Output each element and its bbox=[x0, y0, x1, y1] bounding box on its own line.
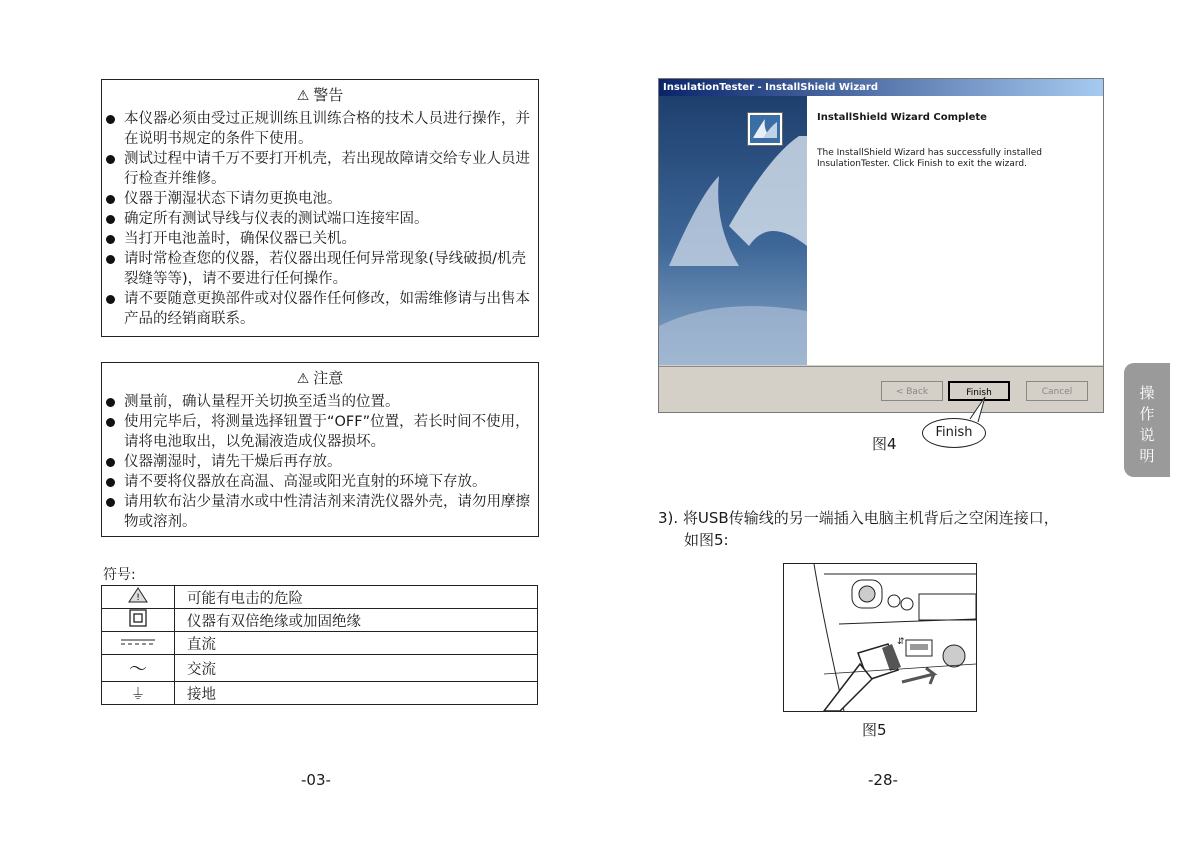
step3-line1: 3). 将USB传输线的另一端插入电脑主机背后之空闲连接口， bbox=[658, 509, 1059, 527]
symbol-row bbox=[102, 655, 538, 682]
page-number-left: -03- bbox=[301, 771, 331, 789]
section-side-tab bbox=[1124, 363, 1170, 477]
finish-callout: Finish bbox=[922, 418, 986, 448]
warning-triangle-icon: ⚠ bbox=[296, 88, 310, 104]
ac-icon: ～ bbox=[102, 655, 175, 682]
side-tab-char: 明 bbox=[1139, 447, 1155, 465]
installshield-wizard-window bbox=[658, 78, 1104, 413]
caution-list bbox=[102, 392, 538, 532]
wizard-heading: InstallShield Wizard Complete bbox=[817, 112, 987, 123]
bullet-item: 请用软布沾少量清水或中性清洁剂来清洗仪器外壳，请勿用摩擦物或溶剂。 bbox=[124, 492, 534, 532]
bullet-item: 仪器潮湿时，请先干燥后再存放。 bbox=[124, 452, 534, 472]
fig5-caption: 图5 bbox=[862, 721, 887, 739]
symbol-row bbox=[102, 632, 538, 655]
symbols-table bbox=[101, 585, 538, 705]
warning-list bbox=[102, 109, 538, 329]
bullet-item: 当打开电池盖时，确保仪器已关机。 bbox=[124, 229, 534, 249]
step3-line2: 如图5: bbox=[684, 531, 729, 549]
bullet-item: 本仪器必须由受过正规训练且训练合格的技术人员进行操作，并在说明书规定的条件下使用。 bbox=[124, 109, 534, 149]
back-button[interactable]: < Back bbox=[881, 381, 943, 401]
ground-icon: ⏚ bbox=[102, 682, 175, 705]
symbol-row bbox=[102, 609, 538, 632]
bullet-item: 请时常检查您的仪器，若仪器出现任何异常现象(导线破损/机壳裂缝等等)，请不要进行任何操作。 bbox=[124, 249, 534, 289]
bullet-item: 测试过程中请千万不要打开机壳，若出现故障请交给专业人员进行检查并维修。 bbox=[124, 149, 534, 189]
symbol-desc: 直流 bbox=[175, 632, 538, 655]
svg-text:!: ! bbox=[136, 593, 140, 603]
double-insulation-icon bbox=[102, 609, 175, 632]
side-tab-char: 作 bbox=[1139, 405, 1155, 423]
bullet-item: 测量前，确认量程开关切换至适当的位置。 bbox=[124, 392, 534, 412]
bullet-item: 请不要随意更换部件或对仪器作任何修改，如需维修请与出售本产品的经销商联系。 bbox=[124, 289, 534, 329]
fig4-caption: 图4 bbox=[872, 435, 897, 453]
symbol-row bbox=[102, 682, 538, 705]
warning-title: ⚠ 警告 bbox=[296, 86, 344, 104]
step3-text bbox=[658, 507, 1059, 551]
finish-button[interactable]: Finish bbox=[948, 381, 1010, 401]
symbol-row bbox=[102, 586, 538, 609]
caution-title: ⚠ 注意 bbox=[296, 369, 344, 387]
installshield-logo-icon bbox=[747, 112, 783, 146]
svg-text:⇵: ⇵ bbox=[897, 637, 905, 647]
usb-port-illustration bbox=[783, 563, 977, 712]
wizard-side-graphic bbox=[659, 96, 807, 365]
bullet-item: 仪器于潮湿状态下请勿更换电池。 bbox=[124, 189, 534, 209]
symbol-desc: 交流 bbox=[175, 655, 538, 682]
bullet-item: 请不要将仪器放在高温、高湿或阳光直射的环境下存放。 bbox=[124, 472, 534, 492]
side-tab-char: 操 bbox=[1139, 384, 1155, 402]
warning-triangle-icon bbox=[102, 586, 175, 609]
warning-box bbox=[101, 79, 539, 337]
symbol-desc: 仪器有双倍绝缘或加固绝缘 bbox=[175, 609, 538, 632]
bullet-item: 使用完毕后，将测量选择钮置于“OFF”位置，若长时间不使用，请将电池取出，以免漏液造成仪器损坏。 bbox=[124, 412, 534, 452]
wizard-content bbox=[807, 96, 1103, 365]
bullet-item: 确定所有测试导线与仪表的测试端口连接牢固。 bbox=[124, 209, 534, 229]
page-number-right: -28- bbox=[868, 771, 898, 789]
symbol-desc: 接地 bbox=[175, 682, 538, 705]
window-separator bbox=[659, 366, 1103, 367]
cancel-button[interactable]: Cancel bbox=[1026, 381, 1088, 401]
caution-box bbox=[101, 362, 539, 537]
side-tab-char: 说 bbox=[1139, 426, 1155, 444]
symbol-desc: 可能有电击的危险 bbox=[175, 586, 538, 609]
wizard-body-text: The InstallShield Wizard has successfully installed InsulationTester. Click Finish to exit the wizard. bbox=[817, 148, 1042, 169]
dc-icon bbox=[102, 632, 175, 655]
caution-triangle-icon: ⚠ bbox=[296, 371, 310, 387]
symbols-label: 符号: bbox=[103, 567, 136, 583]
window-title: InsulationTester - InstallShield Wizard bbox=[659, 79, 1103, 96]
